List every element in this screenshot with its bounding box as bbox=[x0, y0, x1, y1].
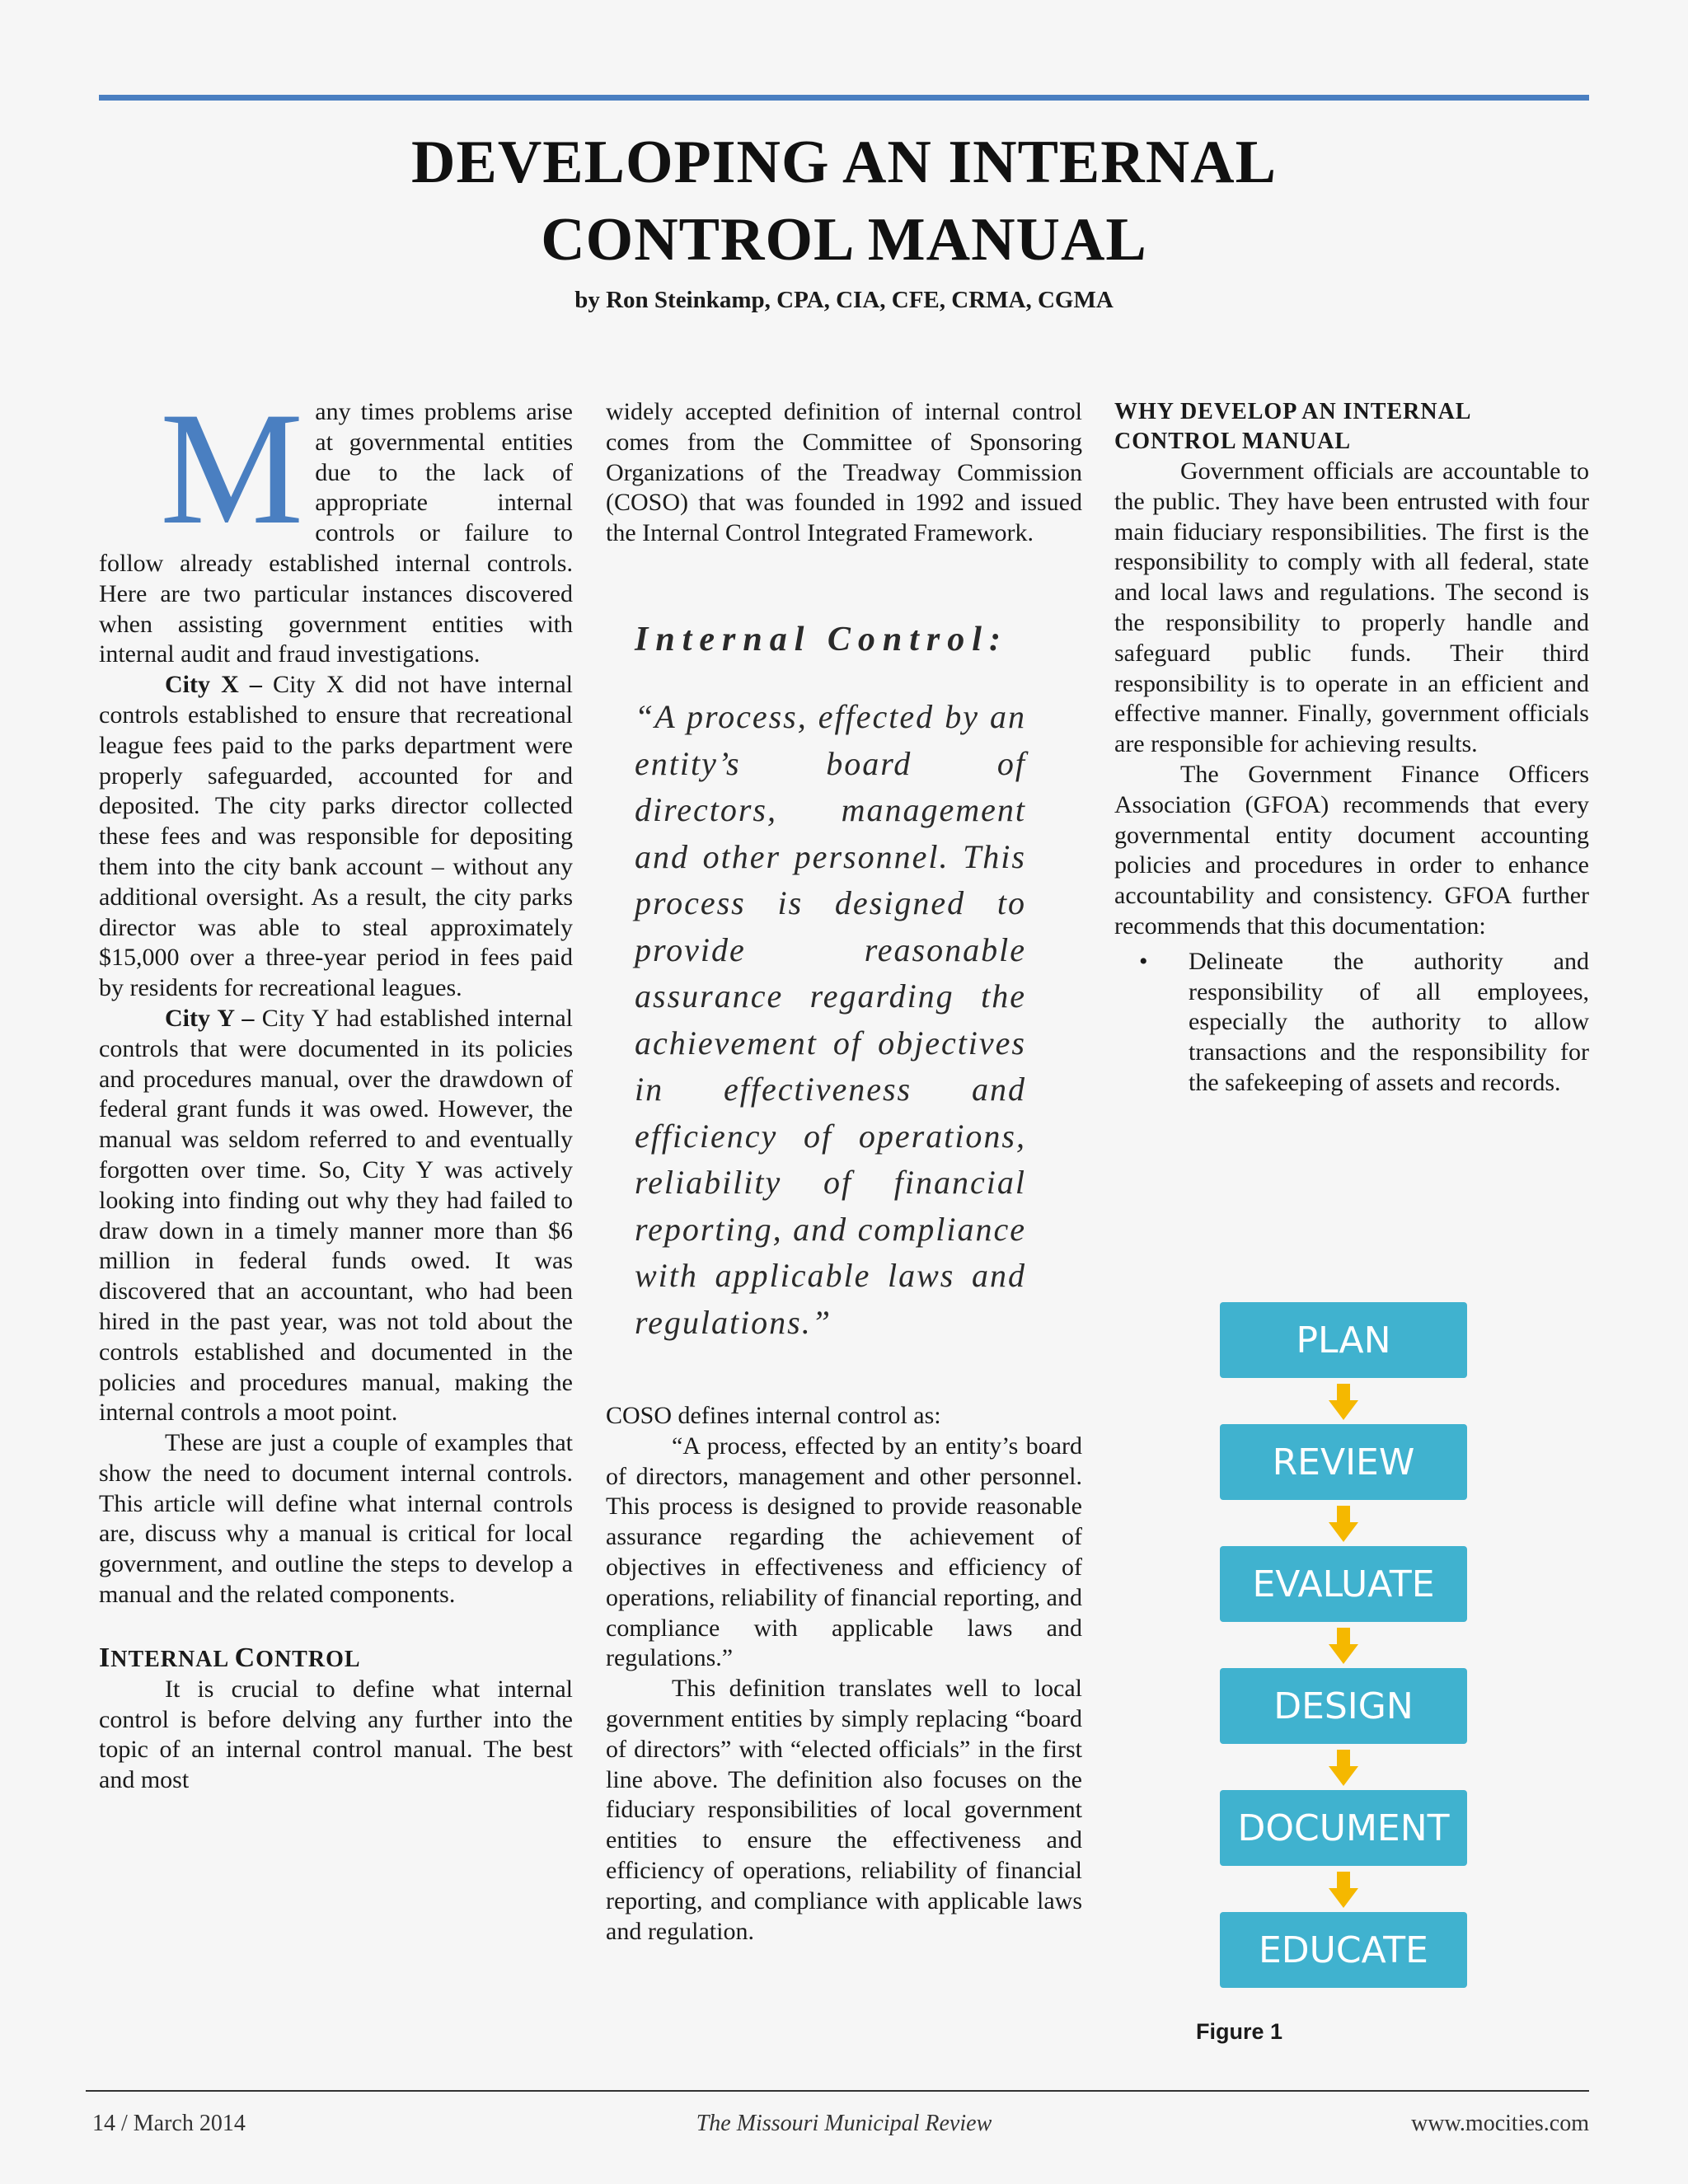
intro-paragraph bbox=[99, 379, 573, 670]
city-y-label: City Y – bbox=[165, 1004, 255, 1032]
city-x-label: City X – bbox=[165, 671, 262, 699]
coso-intro-paragraph: widely accepted definition of internal control comes from the Committee of Sponsoring Organizations of the Treadway Commission (COSO) that was founded in 1992 and issued the Internal Control Integrated Framework. bbox=[606, 398, 1082, 547]
title-line-1: DEVELOPING AN INTERNAL bbox=[411, 129, 1277, 196]
down-arrow-icon bbox=[1329, 1872, 1358, 1908]
down-arrow-icon bbox=[1329, 1506, 1358, 1542]
down-arrow-icon bbox=[1329, 1628, 1358, 1664]
coso-quote-paragraph: “A process, effected by an entity’s board of directors, management and other personnel. This process is designed to provide reasonable assurance regarding the achievement of objectives in effectiveness and efficiency of operations, reliability of financial reporting, and compliance with applicable laws and regulations.” bbox=[606, 1432, 1082, 1672]
translation-paragraph: This definition translates well to local government entities by simply replacing “board of directors” with “elected officials” in the first line above. The definition also focuses on the fiduciary responsibilities of local government entities to ensure the effectiveness and efficiency of operations, reliability of financial reporting, and compliance with applicable laws and regulation. bbox=[606, 1675, 1082, 1945]
footer-publication: The Missouri Municipal Review bbox=[696, 2111, 992, 2136]
flow-step-review: REVIEW bbox=[1220, 1424, 1467, 1500]
city-y-text: City Y had established internal controls that were documented in its policies and procedures manual, over the drawdown of federal grant funds it was owed. However, the manual was seldom referred to and eventually forgotten over time. So, City Y was actively looking into finding out why they had failed to draw down in a timely manner more than $6 million in federal funds owed. It was discovered that an accountant, who had been hired in the past year, was not told about the controls established and documented in the policies and procedures manual, making the internal controls a moot point. bbox=[99, 1004, 573, 1427]
list-item: • Delineate the authority and responsibility of all employees, especially the authority to allow transactions and the responsibility for the safekeeping of assets and records. bbox=[1114, 947, 1589, 1099]
article-title bbox=[0, 124, 1688, 279]
examples-paragraph: These are just a couple of examples that show the need to document internal controls. This article will define what internal controls are, discuss why a manual is critical for local government, and outline the steps to develop a manual and the related components. bbox=[99, 1429, 573, 1609]
why-develop-heading: WHY DEVELOP AN INTERNAL CONTROL MANUAL bbox=[1114, 399, 1472, 454]
city-x-text: City X did not have internal controls established to ensure that recreational league fees paid to the parks department were properly safeguarded, accounted for and deposited. The city parks director collected these fees and was responsible for depositing them into the city bank account – without any additional oversight. As a result, the city parks director was able to steal approximately $15,000 over a three-year period in fees paid by residents for recreational leagues. bbox=[99, 671, 573, 1002]
pull-quote-title: Internal Control: bbox=[635, 621, 1008, 658]
officials-paragraph: Government officials are accountable to the public. They have been entrusted with four main fiduciary responsibilities. The first is the responsibility to comply with all federal, state and local laws and regulations. The second is the responsibility to properly handle and safeguard public funds. Their third responsibility is to operate in an efficient and effective manner. Finally, government officials are responsible for achieving results. bbox=[1114, 457, 1589, 758]
coso-defines-line: COSO defines internal control as: bbox=[606, 1402, 941, 1429]
title-line-2: CONTROL MANUAL bbox=[541, 206, 1147, 274]
footer-website: www.mocities.com bbox=[1411, 2111, 1589, 2136]
pull-quote bbox=[635, 620, 1026, 1346]
column-2 bbox=[606, 397, 1082, 549]
footer-page-date: 14 / March 2014 bbox=[92, 2111, 246, 2136]
pull-quote-text: “A process, effected by an entity’s board of directors, management and other personnel. This process is designed to provide reasonable assurance regarding the achievement of objectives in effectiveness and efficiency of operations, reliability of financial reporting, and compliance with applicable laws and regulations.” bbox=[635, 698, 1026, 1341]
down-arrow-icon bbox=[1329, 1384, 1358, 1420]
city-y-paragraph bbox=[99, 1004, 573, 1428]
city-x-paragraph bbox=[99, 670, 573, 1004]
byline: by Ron Steinkamp, CPA, CIA, CFE, CRMA, CGMA bbox=[574, 287, 1114, 313]
flow-step-plan: PLAN bbox=[1220, 1302, 1467, 1378]
recommendation-list bbox=[1114, 947, 1589, 1099]
column-1 bbox=[99, 379, 573, 1796]
drop-cap: M bbox=[160, 379, 304, 558]
flow-step-evaluate: EVALUATE bbox=[1220, 1546, 1467, 1622]
internal-control-heading: INTERNAL CONTROL bbox=[99, 1642, 361, 1673]
top-rule bbox=[99, 95, 1589, 101]
flow-step-design: DESIGN bbox=[1220, 1668, 1467, 1744]
intro-text: any times problems arise at governmental entities due to the lack of appropriate internal controls or failure to follow already established internal controls. Here are two particular instances discovered when assisting government entities with internal audit and fraud investigations. bbox=[99, 398, 573, 668]
gfoa-paragraph: The Government Finance Officers Association (GFOA) recommends that every governmental entity document accounting policies and procedures in order to enhance accountability and consistency. GFOA further recommends that this documentation: bbox=[1114, 760, 1589, 940]
down-arrow-icon bbox=[1329, 1750, 1358, 1786]
flow-step-educate: EDUCATE bbox=[1220, 1912, 1467, 1988]
flow-step-document: DOCUMENT bbox=[1220, 1790, 1467, 1866]
figure-caption: Figure 1 bbox=[1196, 2019, 1283, 2044]
column-2-lower bbox=[606, 1401, 1082, 1947]
footer-rule bbox=[86, 2090, 1589, 2092]
internal-control-paragraph: It is crucial to define what internal control is before delving any further into the topic of an internal control manual. The best and most bbox=[99, 1675, 573, 1794]
column-3 bbox=[1114, 397, 1589, 1099]
